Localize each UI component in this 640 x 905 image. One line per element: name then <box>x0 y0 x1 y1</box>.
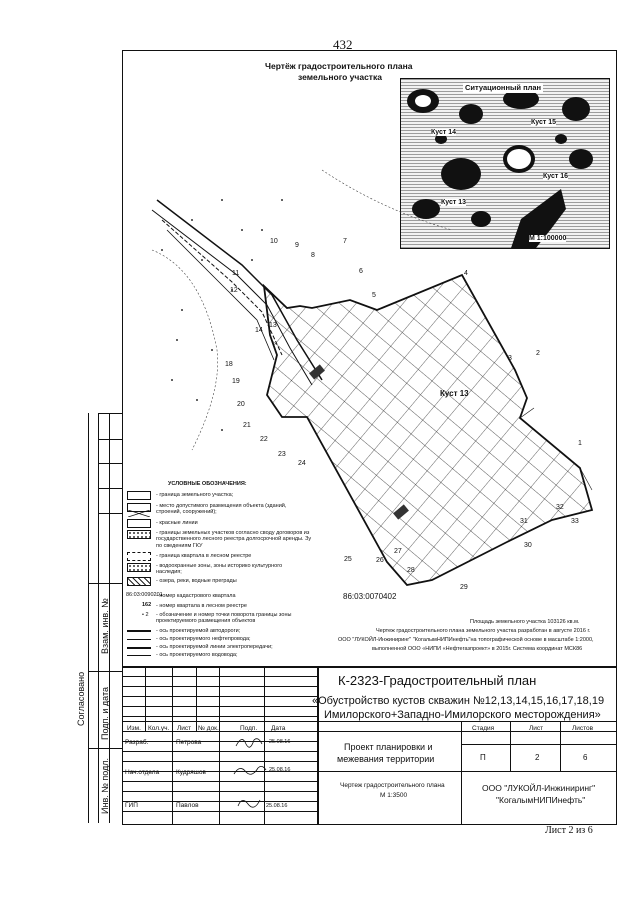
legend-code-desc: - номер кадастрового квартала <box>156 593 236 599</box>
legend-line-2: - ось проектируемого нефтепровода; <box>156 636 251 642</box>
legend-code-sample: 86:03:0090201 <box>126 592 163 598</box>
legend-swatch-forest <box>127 552 151 561</box>
section-title-2: межевания территории <box>337 754 435 764</box>
note-org: ООО "ЛУКОЙЛ-Инжиниринг" "КогалымНИПИнефть"на топографической основе в масштабе 1:2000, <box>338 637 594 643</box>
legend-item-7: - озера, реки, водные преграды <box>156 578 237 584</box>
signatures <box>232 734 268 814</box>
point-18: 18 <box>225 361 233 368</box>
hdr-date: Дата <box>271 725 286 732</box>
project-line-2: Имилорского+Западно-Имилорского месторождения» <box>324 709 601 721</box>
inset-kust-16: Куст 16 <box>543 173 569 180</box>
sheets-value: 6 <box>583 753 588 762</box>
point-23: 23 <box>278 451 286 458</box>
doc-code: К-2323-Градостроительный план <box>338 673 537 688</box>
inv-label: Инв. № подл. <box>100 757 110 814</box>
point-12: 12 <box>230 287 238 294</box>
point-3: 3 <box>508 355 512 362</box>
point-31: 31 <box>520 518 528 525</box>
point-22: 22 <box>260 436 268 443</box>
page-number: 432 <box>333 37 353 52</box>
sheet-footer: Лист 2 из 6 <box>545 825 593 836</box>
inset-scale: М 1:100000 <box>529 235 567 242</box>
org-line-1: ООО "ЛУКОЙЛ-Инжиниринг" <box>482 783 596 793</box>
point-11: 11 <box>232 270 240 277</box>
legend-forest-sample: 162 <box>142 602 152 608</box>
agreed-label: Согласовано <box>76 671 86 726</box>
hdr-kolych: Кол.уч. <box>148 725 170 732</box>
legend-line-water <box>127 655 151 656</box>
note-area: Площадь земельного участка 103126 кв.м. <box>470 619 580 625</box>
row-head-date: 25.08.16 <box>269 767 291 773</box>
point-9: 9 <box>295 242 299 249</box>
legend-line-4: - ось проектируемого водовода; <box>156 652 238 658</box>
sheets-header: Листов <box>572 725 594 732</box>
legend-swatch-object <box>127 503 151 512</box>
point-10: 10 <box>270 238 278 245</box>
row-gip-name: Павлов <box>176 802 199 809</box>
row-dev-role: Разраб. <box>125 739 149 746</box>
point-29: 29 <box>460 584 468 591</box>
legend-turn-point-marker: • 2 <box>142 612 149 618</box>
point-7: 7 <box>343 238 347 245</box>
point-6: 6 <box>359 268 363 275</box>
cadastral-quarter: 86:03:0070402 <box>343 592 397 601</box>
inset-kust-14: Куст 14 <box>431 129 457 136</box>
kust-label: Куст 13 <box>440 389 469 398</box>
inset-title: Ситуационный план <box>465 83 542 92</box>
point-1: 1 <box>578 440 582 447</box>
point-5: 5 <box>372 292 376 299</box>
point-13: 13 <box>269 322 277 329</box>
drawing-name-2: М 1:3500 <box>380 792 408 799</box>
point-19: 19 <box>232 378 240 385</box>
point-20: 20 <box>237 401 245 408</box>
point-25: 25 <box>344 556 352 563</box>
inset-kust-15: Куст 15 <box>531 119 557 126</box>
point-27: 27 <box>394 548 402 555</box>
podp-label: Подп. и дата <box>100 686 110 740</box>
legend-item-6: - водоохранные зоны, зоны историко культурного наследия; <box>156 563 283 576</box>
legend-item-1: - граница земельного участка; <box>156 492 234 498</box>
row-head-name: Кудряшов <box>176 769 206 776</box>
row-dev-date: 25.08.16 <box>269 739 291 745</box>
hdr-doc: № док. <box>198 725 219 732</box>
vzam-label: Взам. инв. № <box>100 598 110 654</box>
hdr-podp: Подп. <box>240 725 258 732</box>
note-coords: выполненной ООО «НИПИ «Нефтегазпроект» в 2015г. Система координат МСК86 <box>372 646 583 652</box>
legend-swatch-red-lines <box>127 519 151 528</box>
point-28: 28 <box>407 567 415 574</box>
legend-swatch-water-zones <box>127 563 151 572</box>
legend-line-oil <box>127 639 151 640</box>
inset-kust-13: Куст 13 <box>441 199 467 206</box>
stage-value: П <box>480 753 486 762</box>
point-26: 26 <box>376 557 384 564</box>
hdr-izm: Изм. <box>127 725 141 732</box>
legend-swatch-lakes <box>127 577 151 586</box>
point-2: 2 <box>536 350 540 357</box>
org-line-2: "КогалымНИПИнефть" <box>496 795 586 805</box>
point-33: 33 <box>571 518 579 525</box>
row-dev-name: Петрова <box>176 739 202 746</box>
point-24: 24 <box>298 460 306 467</box>
point-8: 8 <box>311 252 315 259</box>
legend-line-power <box>127 647 151 649</box>
legend-line-1: - ось проектируемой автодороги; <box>156 628 241 634</box>
legend-item-5: - граница квартала в лесном реестре <box>156 553 252 559</box>
legend-item-3: - красные линии <box>156 520 198 526</box>
project-line-1: «Обустройство кустов скважин №12,13,14,15,16,17,18,19 <box>312 695 605 707</box>
point-14: 14 <box>255 327 263 334</box>
legend-swatch-boundary <box>127 491 151 500</box>
sheet-header: Лист <box>529 725 544 732</box>
stage-header: Стадия <box>472 725 495 732</box>
legend-swatch-lease <box>127 530 151 539</box>
legend-item-4: - границы земельных участков согласно своду договоров из государственного лесного реестра долгосрочной аренды. Зу по сведениям ГКУ <box>156 530 312 549</box>
row-head-role: Нач.отдела <box>125 769 160 776</box>
legend-line-road <box>127 630 151 632</box>
note-developed: Чертеж градостроительного плана земельного участка разработан в августе 2016 г. <box>376 628 591 634</box>
hdr-list: Лист <box>177 725 192 732</box>
point-4: 4 <box>464 270 468 277</box>
drawing-title-2: земельного участка <box>298 72 382 82</box>
section-title-1: Проект планировки и <box>344 742 433 752</box>
legend-item-2: - место допустимого размещения объекта (зданий, строений, сооружений); <box>156 503 287 516</box>
point-32: 32 <box>556 504 564 511</box>
row-gip-date: 25.08.16 <box>266 803 288 809</box>
legend-line-3: - ось проектируемой линии электропередачи; <box>156 644 273 650</box>
legend-forest-desc: - номер квартала в лесном реестре <box>156 603 247 609</box>
drawing-name-1: Чертеж градостроительного плана <box>340 782 445 789</box>
legend-turn-point-desc: - обозначение и номер точки поворота границы зоны проектируемого размещения объектов <box>156 612 292 625</box>
sheet-value: 2 <box>535 753 540 762</box>
legend-title: УСЛОВНЫЕ ОБОЗНАЧЕНИЯ: <box>168 481 247 487</box>
row-gip-role: ГИП <box>125 802 138 809</box>
drawing-title-1: Чертёж градостроительного плана <box>265 61 413 71</box>
point-30: 30 <box>524 542 532 549</box>
point-21: 21 <box>243 422 251 429</box>
